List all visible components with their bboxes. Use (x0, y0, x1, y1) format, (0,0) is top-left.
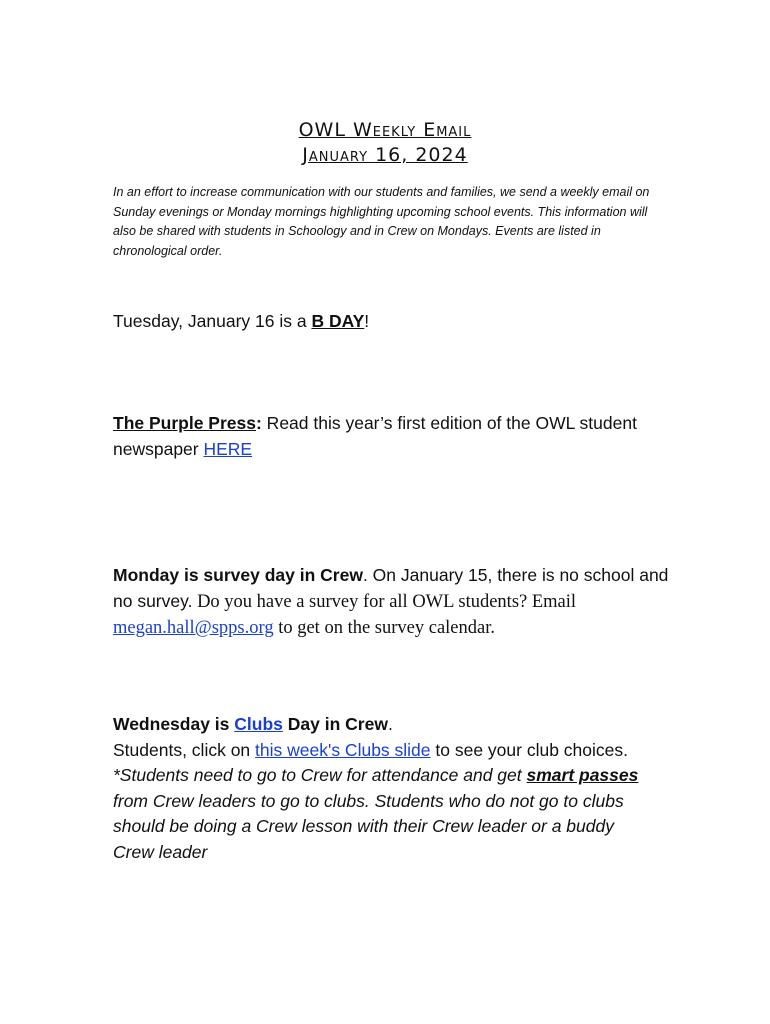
clubs-heading-suffix: Day in Crew (282, 714, 388, 734)
purple-press-text: Read this year’s first edition of the OWL student newspaper (113, 413, 637, 459)
page-date: January 16, 2024 (302, 144, 468, 166)
clubs-note-prefix: *Students need to go to Crew for attendance and get (113, 765, 527, 785)
clubs-note-suffix: from Crew leaders to go to clubs. Students who do not go to clubs should be doing a Crew lesson with their Crew leader or a buddy Crew leader (113, 790, 624, 862)
survey-text-3: to get on the survey calendar. (273, 618, 495, 638)
survey-text-1: . On January 15, there is no school and no survey. (113, 565, 669, 611)
purple-press-label: The Purple Press (113, 413, 256, 433)
clubs-heading (113, 712, 673, 738)
survey-email-link[interactable]: megan.hall@spps.org (113, 618, 274, 638)
intro-paragraph: In an effort to increase communication with our students and families, we send a weekly email on Sunday evenings or Monday mornings highlighting upcoming school events. This information will also be shared with students in Schoology and in Crew on Mondays. Events are listed in chronological order. (113, 185, 650, 258)
purple-press-colon: : (255, 413, 262, 433)
survey-heading: Monday is survey day in Crew (113, 565, 363, 585)
title-block (0, 118, 770, 168)
clubs-instructions-prefix: Students, click on (113, 739, 256, 760)
clubs-heading-end: . (387, 714, 393, 734)
bday-announcement (113, 309, 693, 335)
clubs-item (113, 712, 673, 865)
clubs-heading-prefix: Wednesday is (113, 714, 235, 734)
clubs-instructions-suffix: to see your club choices. (430, 739, 628, 760)
bday-day: B DAY (311, 311, 365, 331)
survey-text-2: Do you have a survey for all OWL students? Email (192, 591, 577, 612)
clubs-instructions (113, 738, 673, 764)
clubs-note-smart-passes: smart passes (526, 765, 639, 785)
clubs-note (113, 763, 658, 865)
clubs-slide-link[interactable]: this week's Clubs slide (255, 739, 431, 760)
purple-press-item (113, 411, 683, 462)
survey-item (113, 563, 673, 642)
page-title: OWL Weekly Email (298, 119, 472, 141)
bday-suffix: ! (364, 311, 370, 331)
clubs-link[interactable]: Clubs (234, 714, 283, 734)
bday-prefix: Tuesday, January 16 is a (113, 311, 312, 331)
newspaper-link[interactable]: HERE (203, 438, 253, 459)
